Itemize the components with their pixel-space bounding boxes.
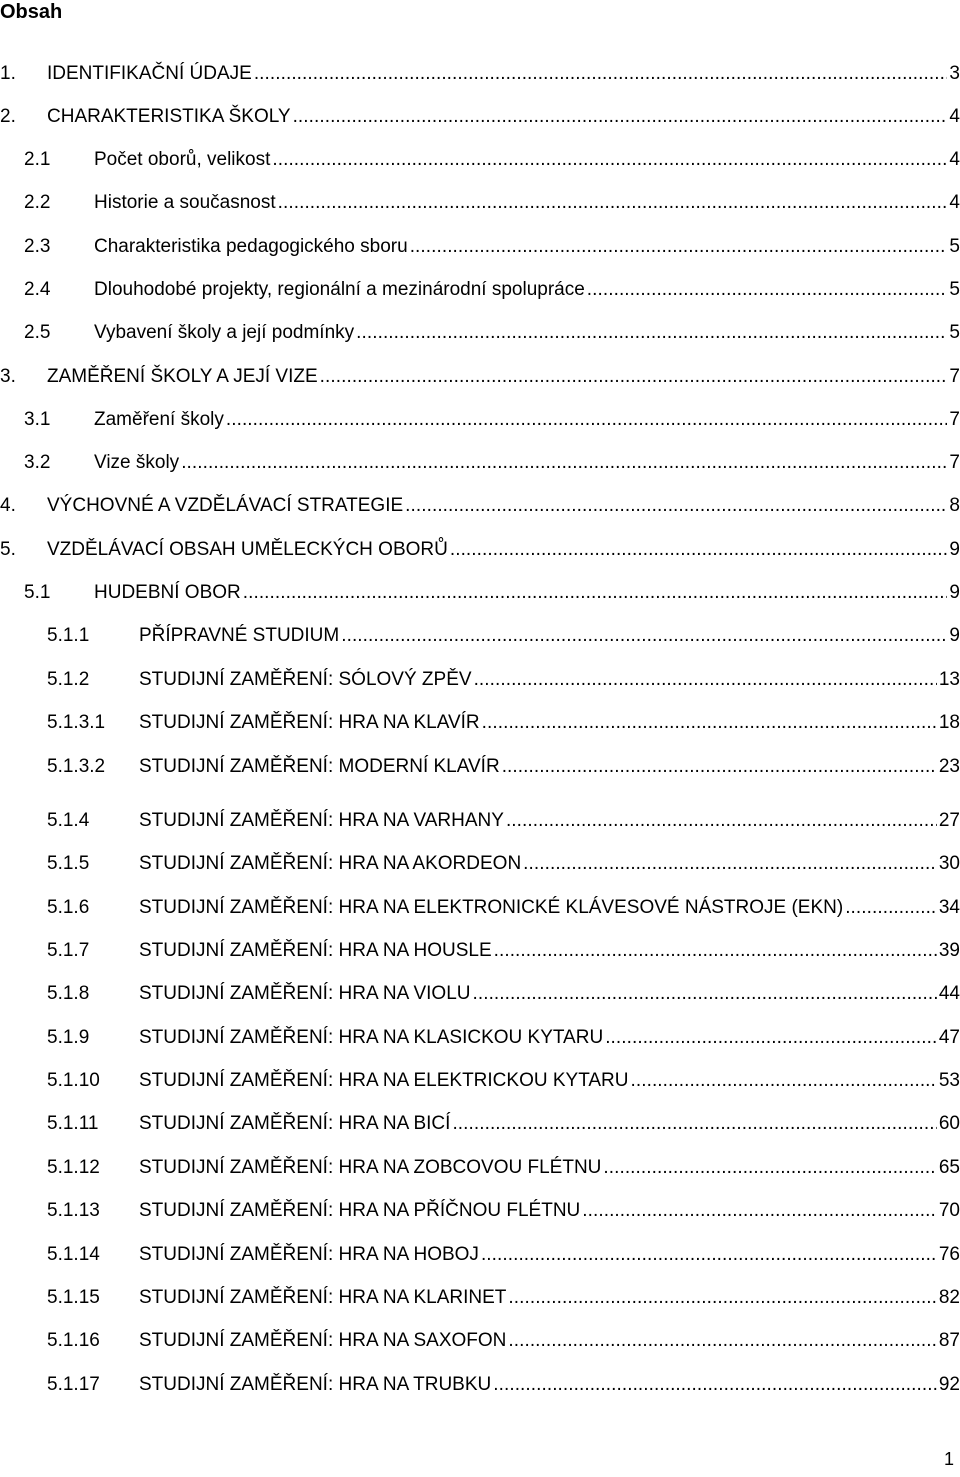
toc-entry-number: 5.1.3.1 [47, 712, 106, 733]
toc-entry-page: 82 [938, 1287, 960, 1308]
toc-entry-number: 2.1 [24, 149, 51, 170]
toc-dot-leader [293, 105, 948, 129]
toc-entry-label: VZDĚLÁVACÍ OBSAH UMĚLECKÝCH OBORŮ [47, 539, 448, 560]
toc-entry-label: Vize školy [94, 452, 180, 473]
toc-dot-leader [474, 668, 937, 692]
toc-entry-number: 4. [0, 495, 16, 516]
toc-entry[interactable] [0, 60, 960, 86]
toc-entry-page: 39 [938, 940, 960, 961]
toc-entry-label: STUDIJNÍ ZAMĚŘENÍ: HRA NA TRUBKU [139, 1374, 492, 1395]
toc-dot-leader [254, 62, 948, 86]
toc-dot-leader [502, 755, 937, 779]
toc-entry[interactable] [24, 319, 960, 345]
toc-entry-label: STUDIJNÍ ZAMĚŘENÍ: HRA NA ZOBCOVOU FLÉTNU [139, 1157, 602, 1178]
toc-entry-page: 7 [949, 409, 960, 430]
toc-entry[interactable] [47, 807, 960, 833]
toc-entry-page: 9 [949, 582, 960, 603]
toc-entry-page: 27 [938, 810, 960, 831]
toc-dot-leader [482, 711, 937, 735]
toc-entry-page: 9 [949, 539, 960, 560]
toc-entry[interactable] [47, 1241, 960, 1267]
toc-entry[interactable] [47, 1067, 960, 1093]
toc-title: Obsah [0, 1, 63, 23]
toc-entry-label: STUDIJNÍ ZAMĚŘENÍ: HRA NA KLAVÍR [139, 712, 480, 733]
toc-entry-label: VÝCHOVNÉ A VZDĚLÁVACÍ STRATEGIE [47, 495, 404, 516]
toc-dot-leader [452, 1112, 936, 1136]
toc-dot-leader [405, 494, 947, 518]
toc-entry-page: 44 [938, 983, 960, 1004]
toc-entry-label: IDENTIFIKAČNÍ ÚDAJE [47, 63, 252, 84]
toc-entry-number: 5.1.11 [47, 1113, 99, 1134]
toc-entry-page: 4 [949, 149, 960, 170]
toc-entry[interactable] [47, 850, 960, 876]
toc-entry-number: 5.1.3.2 [47, 756, 106, 777]
toc-dot-leader [506, 809, 937, 833]
toc-dot-leader [523, 852, 937, 876]
toc-dot-leader [356, 321, 947, 345]
toc-entry[interactable] [47, 1110, 960, 1136]
toc-entry[interactable] [47, 1154, 960, 1180]
toc-entry-number: 5.1.9 [47, 1027, 90, 1048]
toc-entry-number: 5.1.10 [47, 1070, 100, 1091]
toc-dot-leader [603, 1156, 936, 1180]
toc-entry-number: 5.1.16 [47, 1330, 100, 1351]
toc-entry-page: 87 [938, 1330, 960, 1351]
toc-entry-number: 5.1.12 [47, 1157, 100, 1178]
toc-entry-page: 23 [938, 756, 960, 777]
toc-entry-page: 8 [949, 495, 960, 516]
toc-entry-label: STUDIJNÍ ZAMĚŘENÍ: HRA NA BICÍ [139, 1113, 451, 1134]
toc-entry-number: 5.1.7 [47, 940, 90, 961]
toc-entry-number: 5.1.15 [47, 1287, 100, 1308]
toc-entry[interactable] [47, 894, 960, 920]
toc-entry[interactable] [24, 449, 960, 475]
toc-entry-number: 5.1.6 [47, 897, 90, 918]
toc-entry[interactable] [47, 1024, 960, 1050]
toc-entry-page: 7 [949, 452, 960, 473]
toc-entry-page: 4 [949, 106, 960, 127]
toc-entry-number: 2.5 [24, 322, 51, 343]
toc-entry-label: STUDIJNÍ ZAMĚŘENÍ: HRA NA VIOLU [139, 983, 471, 1004]
toc-entry-label: CHARAKTERISTIKA ŠKOLY [47, 106, 291, 127]
toc-entry[interactable] [24, 579, 960, 605]
toc-entry-page: 92 [938, 1374, 960, 1395]
toc-dot-leader [631, 1069, 937, 1093]
toc-entry[interactable] [47, 1197, 960, 1223]
toc-entry[interactable] [47, 1371, 960, 1397]
toc-entry-page: 13 [938, 669, 960, 690]
toc-entry-label: Počet oborů, velikost [94, 149, 271, 170]
toc-entry-label: STUDIJNÍ ZAMĚŘENÍ: HRA NA KLARINET [139, 1287, 507, 1308]
toc-dot-leader [605, 1026, 937, 1050]
toc-entry-page: 34 [938, 897, 960, 918]
toc-entry-label: Historie a současnost [94, 192, 276, 213]
toc-dot-leader [226, 408, 948, 432]
toc-dot-leader [341, 624, 947, 648]
toc-entry[interactable] [47, 666, 960, 692]
toc-entry-label: ZAMĚŘENÍ ŠKOLY A JEJÍ VIZE [47, 366, 318, 387]
toc-entry[interactable] [24, 233, 960, 259]
toc-entry-page: 70 [938, 1200, 960, 1221]
toc-dot-leader [181, 451, 947, 475]
toc-entry-number: 3.2 [24, 452, 51, 473]
toc-entry[interactable] [0, 492, 960, 518]
toc-entry[interactable] [24, 146, 960, 172]
toc-entry[interactable] [47, 1327, 960, 1353]
toc-dot-leader [845, 896, 937, 920]
toc-entry-label: STUDIJNÍ ZAMĚŘENÍ: HRA NA ELEKTRICKOU KYTARU [139, 1070, 629, 1091]
toc-entry-number: 5.1.14 [47, 1244, 100, 1265]
toc-entry-label: HUDEBNÍ OBOR [94, 582, 241, 603]
toc-entry-label: STUDIJNÍ ZAMĚŘENÍ: HRA NA AKORDEON [139, 853, 522, 874]
toc-entry-page: 7 [949, 366, 960, 387]
toc-entry-number: 2. [0, 106, 16, 127]
toc-entry-number: 5.1 [24, 582, 51, 603]
toc-entry-number: 5.1.4 [47, 810, 90, 831]
toc-entry-number: 5.1.5 [47, 853, 90, 874]
toc-dot-leader [450, 538, 948, 562]
toc-entry[interactable] [0, 363, 960, 389]
toc-entry-number: 5.1.13 [47, 1200, 100, 1221]
toc-entry[interactable] [47, 622, 960, 648]
toc-entry-page: 76 [938, 1244, 960, 1265]
page-number: 1 [944, 1449, 955, 1469]
toc-entry-page: 60 [938, 1113, 960, 1134]
toc-entry[interactable] [47, 980, 960, 1006]
toc-entry-page: 4 [949, 192, 960, 213]
toc-entry-number: 3. [0, 366, 16, 387]
toc-entry[interactable] [24, 189, 960, 215]
toc-entry[interactable] [24, 276, 960, 302]
toc-dot-leader [508, 1286, 936, 1310]
toc-entry-page: 30 [938, 853, 960, 874]
toc-entry-label: STUDIJNÍ ZAMĚŘENÍ: MODERNÍ KLAVÍR [139, 756, 500, 777]
toc-entry-number: 2.2 [24, 192, 51, 213]
toc-entry-page: 53 [938, 1070, 960, 1091]
toc-dot-leader [494, 939, 937, 963]
toc-entry-page: 5 [949, 236, 960, 257]
toc-entry-label: STUDIJNÍ ZAMĚŘENÍ: SÓLOVÝ ZPĚV [139, 669, 472, 690]
toc-entry-label: STUDIJNÍ ZAMĚŘENÍ: HRA NA SAXOFON [139, 1330, 507, 1351]
toc-entry-label: STUDIJNÍ ZAMĚŘENÍ: HRA NA KLASICKOU KYTARU [139, 1027, 604, 1048]
toc-entry-label: PŘÍPRAVNÉ STUDIUM [139, 625, 340, 646]
toc-dot-leader [481, 1243, 937, 1267]
toc-entry-label: Zaměření školy [94, 409, 224, 430]
toc-entry[interactable] [47, 709, 960, 735]
toc-entry-number: 5. [0, 539, 16, 560]
toc-dot-leader [587, 278, 948, 302]
toc-entry-number: 5.1.1 [47, 625, 90, 646]
toc-entry-page: 65 [938, 1157, 960, 1178]
toc-entry-page: 18 [938, 712, 960, 733]
toc-entry-label: Dlouhodobé projekty, regionální a mezinárodní spolupráce [94, 279, 585, 300]
toc-entry-page: 47 [938, 1027, 960, 1048]
toc-dot-leader [508, 1329, 936, 1353]
toc-entry-label: Vybavení školy a její podmínky [94, 322, 355, 343]
toc-entry-number: 2.3 [24, 236, 51, 257]
toc-entry-label: STUDIJNÍ ZAMĚŘENÍ: HRA NA HOUSLE [139, 940, 492, 961]
toc-entry-page: 5 [949, 279, 960, 300]
toc-entry-number: 5.1.8 [47, 983, 90, 1004]
toc-entry-label: Charakteristika pedagogického sboru [94, 236, 408, 257]
toc-entry-page: 9 [949, 625, 960, 646]
toc-entry-page: 3 [949, 63, 960, 84]
toc-dot-leader [410, 235, 948, 259]
toc-entry[interactable] [24, 406, 960, 432]
toc-entry[interactable] [47, 1284, 960, 1310]
toc-entry-number: 1. [0, 63, 16, 84]
toc-entry-label: STUDIJNÍ ZAMĚŘENÍ: HRA NA HOBOJ [139, 1244, 479, 1265]
toc-entry-number: 5.1.2 [47, 669, 90, 690]
toc-dot-leader [278, 191, 948, 215]
toc-entry[interactable] [0, 103, 960, 129]
toc-entry-label: STUDIJNÍ ZAMĚŘENÍ: HRA NA VARHANY [139, 810, 504, 831]
toc-entry[interactable] [47, 753, 960, 779]
toc-entry-number: 2.4 [24, 279, 51, 300]
toc-entry-number: 3.1 [24, 409, 51, 430]
toc-dot-leader [473, 982, 937, 1006]
toc-dot-leader [243, 581, 948, 605]
toc-entry-number: 5.1.17 [47, 1374, 100, 1395]
toc-dot-leader [272, 148, 947, 172]
toc-entry-label: STUDIJNÍ ZAMĚŘENÍ: HRA NA ELEKTRONICKÉ KLÁVESOVÉ NÁSTROJE (EKN) [139, 897, 844, 918]
toc-dot-leader [493, 1373, 937, 1397]
toc-entry[interactable] [0, 536, 960, 562]
toc-entry-page: 5 [949, 322, 960, 343]
toc-entry[interactable] [47, 937, 960, 963]
toc-entry-label: STUDIJNÍ ZAMĚŘENÍ: HRA NA PŘÍČNOU FLÉTNU [139, 1200, 581, 1221]
toc-dot-leader [320, 365, 948, 389]
toc-dot-leader [582, 1199, 937, 1223]
